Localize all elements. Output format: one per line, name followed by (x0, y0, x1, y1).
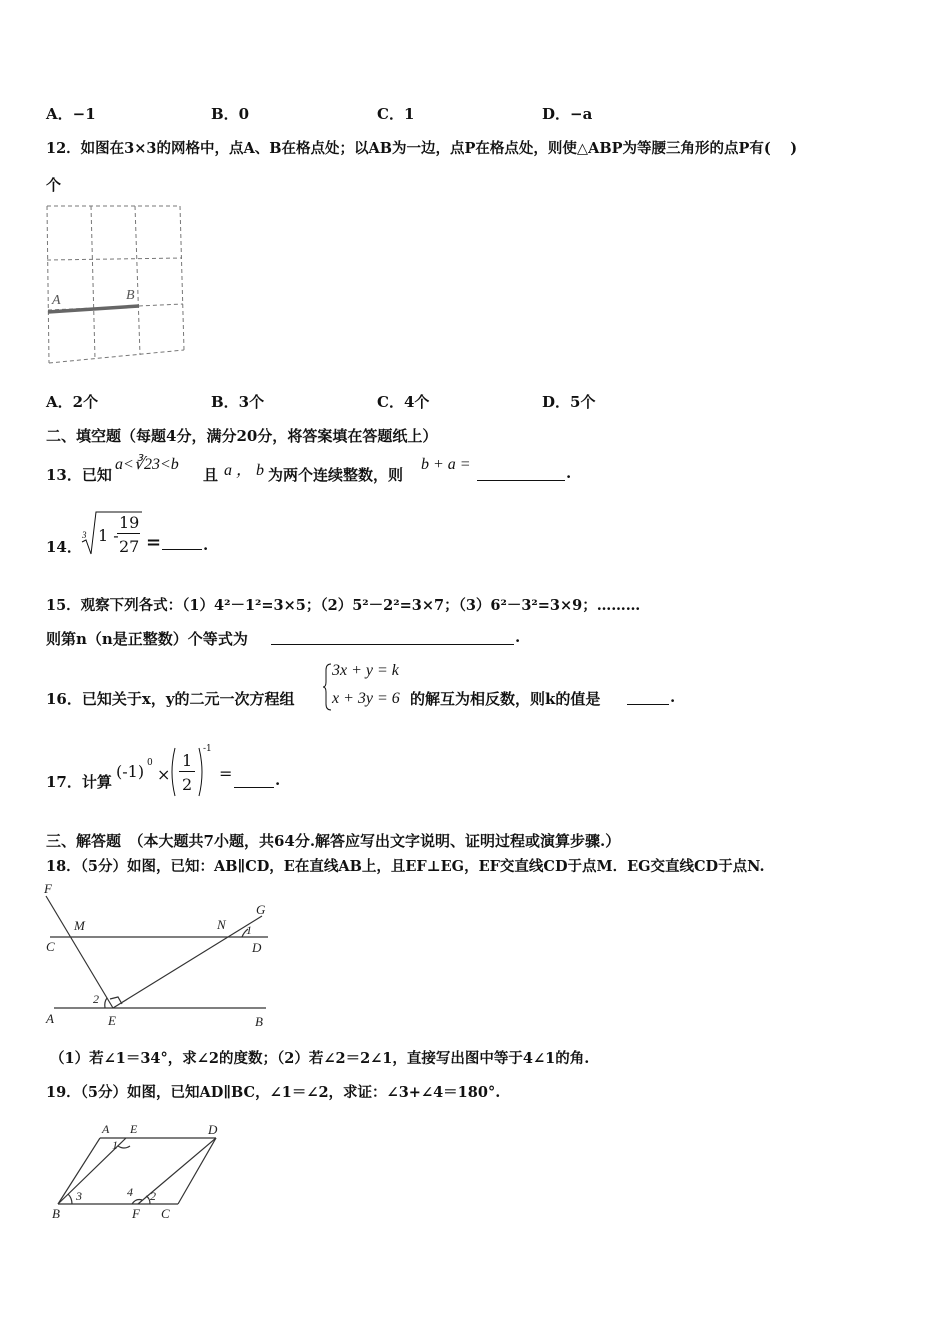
line-ef (46, 896, 113, 1008)
q17-fraction-bar (179, 771, 195, 772)
q14-answer-blank (162, 534, 202, 550)
q14-one: 1 - (98, 526, 119, 545)
q13-mid: 且 (203, 466, 219, 484)
q17-end: . (275, 771, 281, 789)
label-angle-4: 4 (127, 1185, 133, 1199)
q14-prefix: 14． (46, 538, 82, 556)
grid-line (180, 206, 184, 350)
q13-expr: b + a = (421, 456, 471, 473)
grid-line (91, 206, 95, 359)
q11-option-b: B．0 (211, 105, 250, 123)
q18-text: 18．（5分）如图，已知：AB∥CD，E在直线AB上，且EF⊥EG，EF交直线CD于点M．EG交直线CD于点N. (46, 858, 765, 875)
point-b-label: B (126, 288, 135, 303)
label-f: F (132, 1206, 140, 1221)
q17-expneg: -1 (203, 744, 212, 754)
q17-eq: = (219, 764, 233, 783)
label-angle-3: 3 (76, 1189, 82, 1203)
q16-eq2: x + 3y = 6 (332, 690, 400, 707)
q12-option-a: A．2个 (46, 393, 99, 411)
q12-text: 12．如图在3×3的网格中，点A、B在格点处；以AB为一边，点P在格点处，则使△ABP为等腰三角形的点P有( ) (46, 140, 798, 157)
q12-option-d: D．5个 (542, 393, 596, 411)
q14-end: . (203, 536, 209, 554)
label-a: A (46, 1011, 54, 1026)
q12-grid-figure (40, 198, 200, 370)
q11-option-a: A．−1 (46, 105, 96, 123)
q15-line1: 15．观察下列各式：（1）4²－1²=3×5；（2）5²－2²=3×7；（3）6²－3²=3×9；……… (46, 597, 641, 614)
q17-times: × (157, 765, 171, 784)
q17-base: (-1) (116, 762, 145, 781)
q13-answer-blank (477, 464, 565, 481)
grid-line (135, 206, 140, 355)
grid-line (49, 350, 184, 363)
grid-line (47, 258, 182, 260)
label-n: N (217, 917, 226, 932)
q15-answer-blank (271, 628, 514, 645)
angle-3-arc (68, 1194, 72, 1204)
q16-suffix: 的解互为相反数，则k的值是 (410, 690, 601, 708)
label-b: B (255, 1014, 263, 1029)
q11-option-c: C．1 (377, 105, 415, 123)
label-c: C (161, 1206, 170, 1221)
section3-title: 三、解答题 （本大题共7小题，共64分.解答应写出文字说明、证明过程或演算步骤.） (46, 832, 621, 850)
q13-formula: a<∛23<b (115, 456, 179, 473)
q19-figure (46, 1118, 232, 1226)
q12-option-b: B．3个 (211, 393, 265, 411)
q19-text: 19．（5分）如图，已知AD∥BC，∠1＝∠2，求证：∠3+∠4＝180°. (46, 1084, 501, 1101)
q17-answer-blank (234, 771, 274, 788)
q16-brace (322, 662, 332, 712)
q14-den: 27 (119, 537, 140, 556)
section2-title: 二、填空题（每题4分，满分20分，将答案填在答题纸上） (46, 427, 438, 445)
q16-answer-blank (627, 688, 669, 705)
line-dc (178, 1138, 216, 1204)
q11-option-d: D．−a (542, 105, 593, 123)
q12-text-cont: 个 (46, 176, 62, 194)
label-g: G (256, 902, 266, 917)
q14-num: 19 (119, 513, 140, 532)
q12-option-c: C．4个 (377, 393, 430, 411)
label-d: D (208, 1122, 218, 1137)
label-c: C (46, 939, 55, 954)
q17-prefix: 17．计算 (46, 773, 112, 791)
label-f: F (44, 881, 52, 896)
label-e: E (108, 1013, 116, 1028)
q15-line2-prefix: 则第n（n是正整数）个等式为 (46, 630, 248, 648)
point-a-label: A (52, 293, 61, 308)
q15-line2-end: . (515, 628, 521, 646)
q17-exp0: 0 (147, 758, 153, 768)
label-angle-2: 2 (93, 992, 99, 1006)
svg-text:3: 3 (82, 530, 87, 540)
label-angle-1: 1 (112, 1138, 118, 1152)
grid-line (47, 206, 49, 363)
q14-fraction-bar (117, 533, 140, 534)
label-angle-2: 2 (150, 1189, 156, 1203)
label-m: M (74, 918, 85, 933)
angle-1-arc (118, 1146, 130, 1148)
angle-2-arc (105, 998, 107, 1008)
q16-prefix: 16．已知关于x，y的二元一次方程组 (46, 690, 295, 708)
label-angle-1: 1 (246, 923, 252, 937)
q17-num: 1 (182, 751, 193, 770)
label-a: A (102, 1122, 110, 1136)
line-eg (113, 916, 262, 1008)
label-d: D (252, 940, 262, 955)
label-b: B (52, 1206, 60, 1221)
q13-suffix: 为两个连续整数，则 (268, 466, 404, 484)
q16-end: . (670, 688, 676, 706)
q16-eq1: 3x + y = k (332, 662, 399, 679)
q13-end: . (566, 464, 572, 482)
label-e: E (130, 1122, 138, 1136)
q13-prefix: 13．已知 (46, 466, 112, 484)
q17-den: 2 (182, 775, 193, 794)
q18-sub: （1）若∠1＝34°，求∠2的度数；（2）若∠2＝2∠1，直接写出图中等于4∠1的角. (50, 1050, 590, 1067)
q13-vars: a ， b (224, 462, 265, 479)
q14-eq: = (146, 532, 162, 553)
q18-figure (40, 880, 280, 1032)
